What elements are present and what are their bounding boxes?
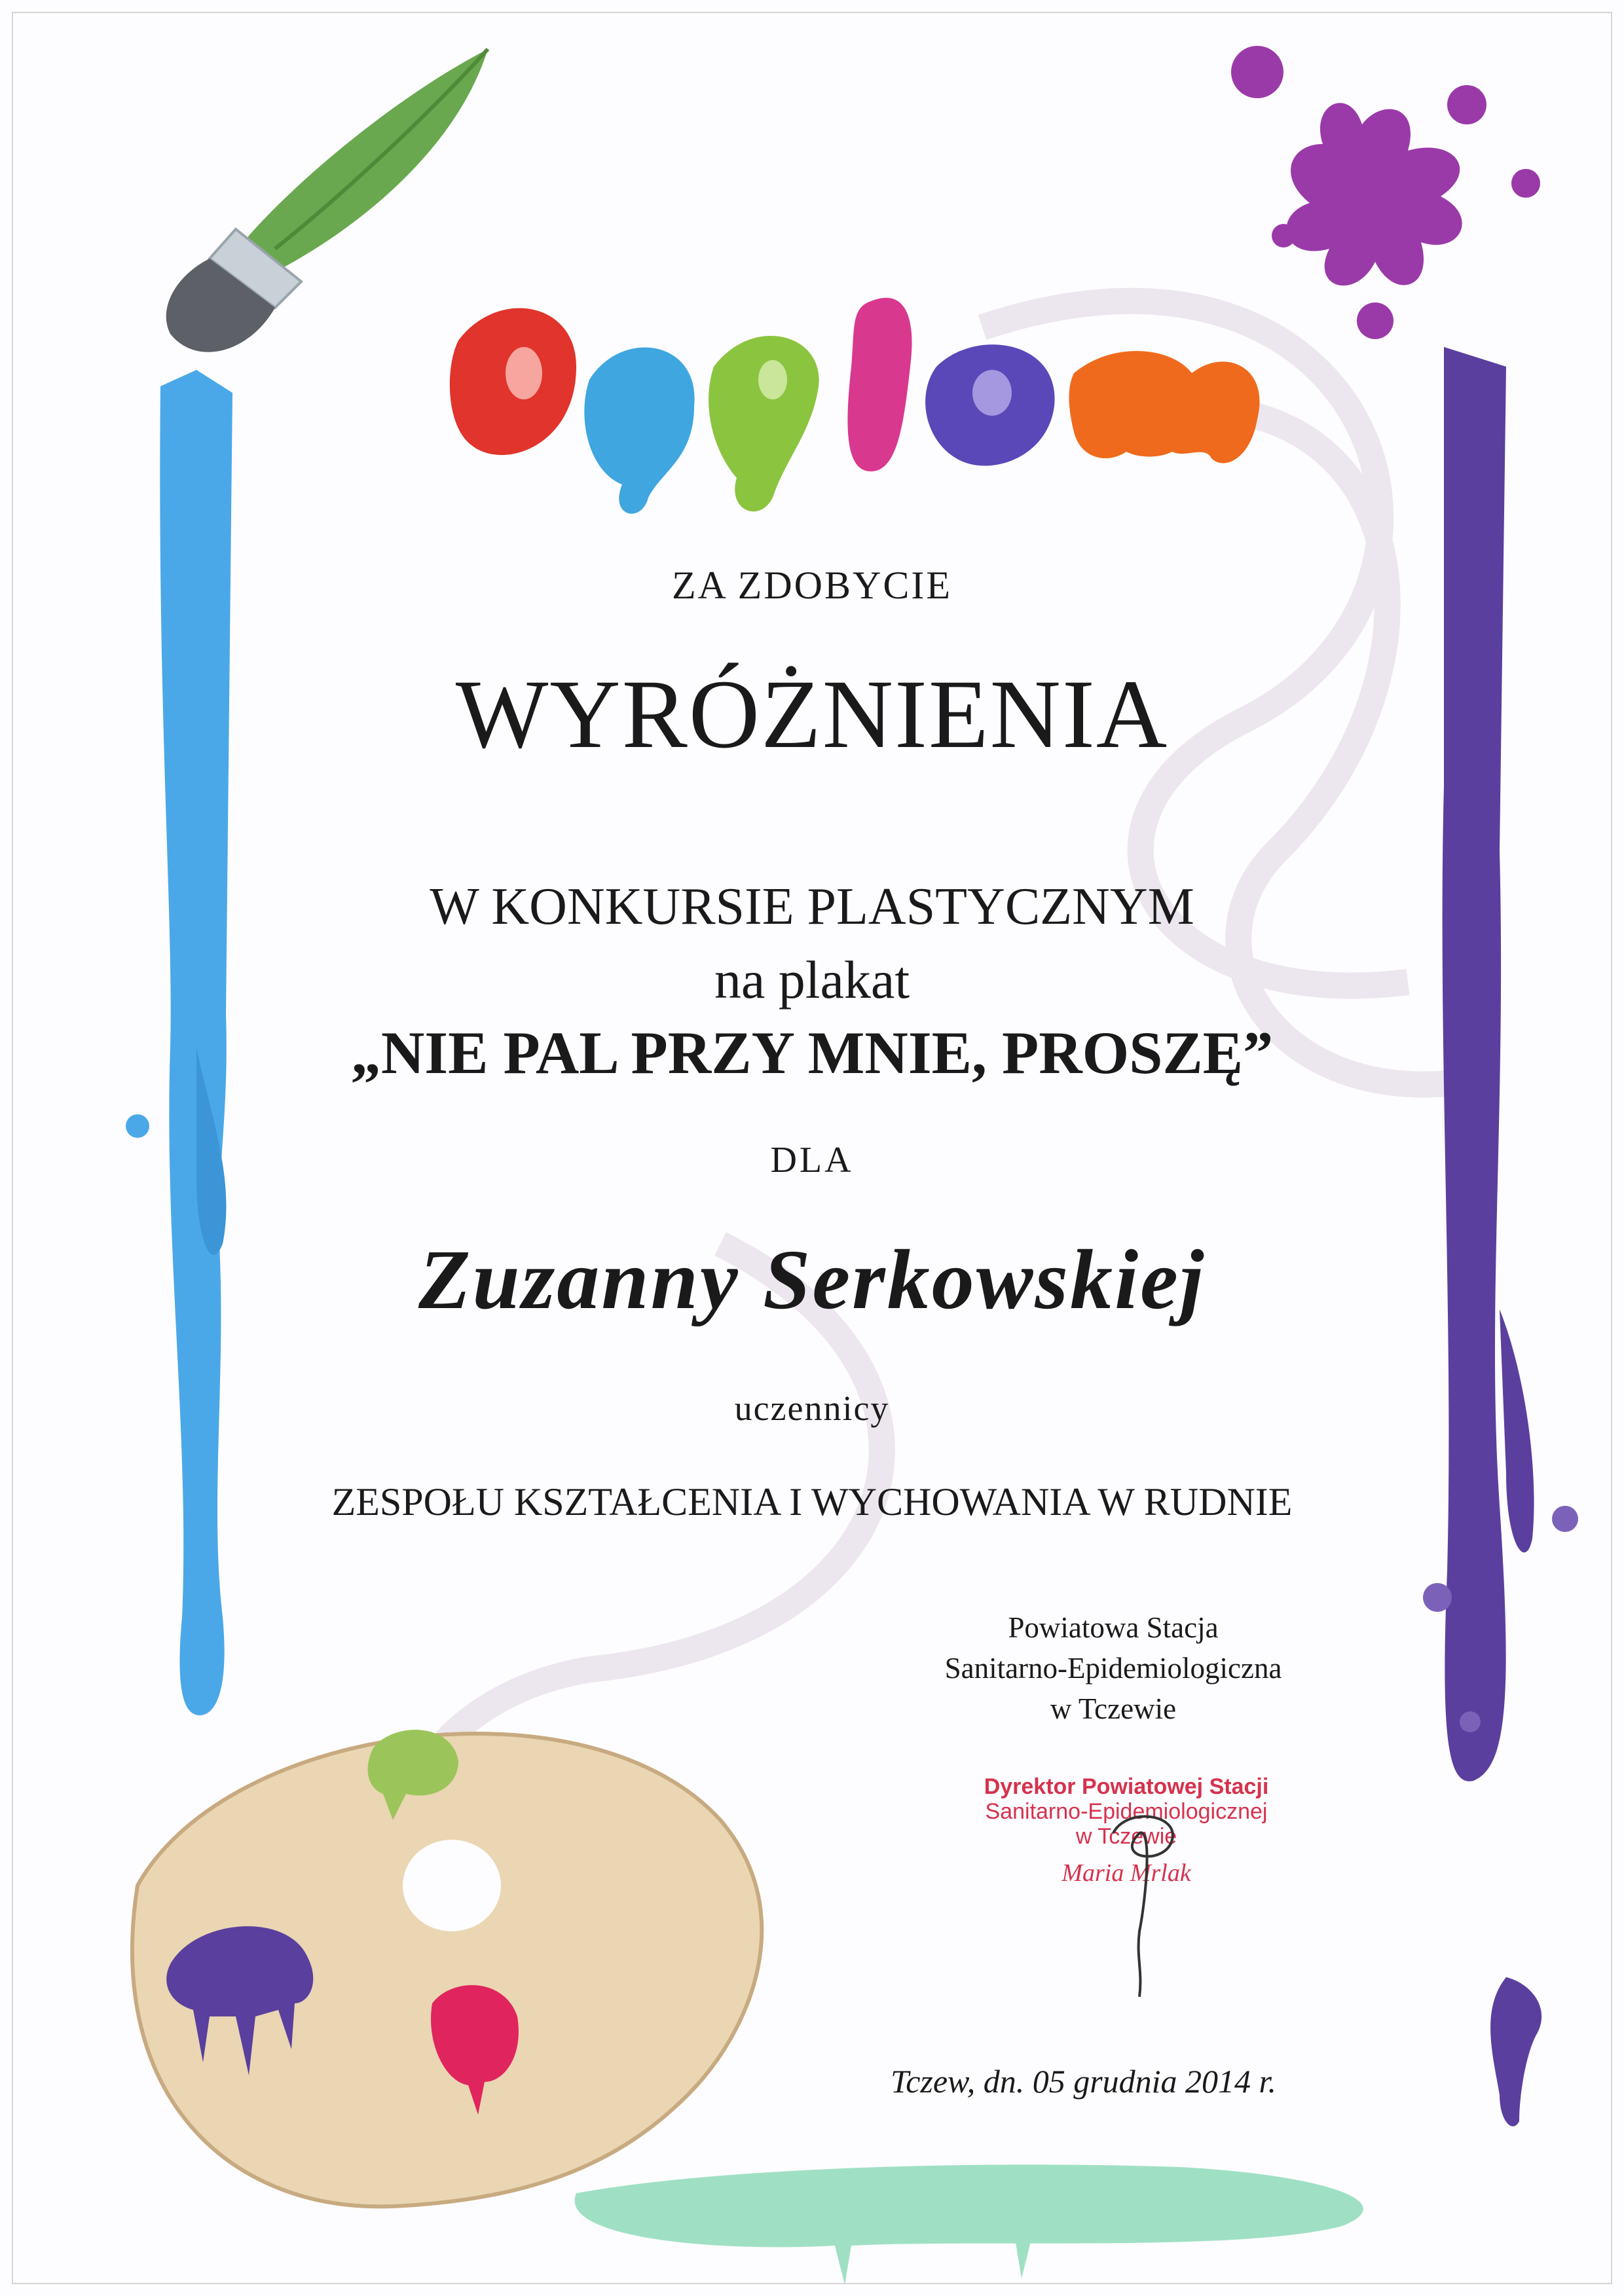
contest-title: „NIE PAL PRZY MNIE, PROSZĘ” <box>350 1019 1274 1086</box>
award-title: WYRÓŻNIENIA <box>455 660 1169 769</box>
issuer-line-2: Sanitarno-Epidemiologiczna <box>944 1652 1282 1685</box>
for-label: DLA <box>770 1140 854 1180</box>
stamp-name: Maria Mrlak <box>1061 1859 1191 1887</box>
contest-line: W KONKURSIE PLASTYCZNYM <box>430 878 1194 936</box>
stamp-line-2: Sanitarno-Epidemiologicznej <box>985 1799 1268 1824</box>
date-line: Tczew, dn. 05 grudnia 2014 r. <box>891 2063 1276 2100</box>
mint-paint-splash-icon <box>575 2164 1363 2285</box>
issuer-line-3: w Tczewie <box>1050 1692 1177 1725</box>
intro-line: ZA ZDOBYCIE <box>672 564 952 607</box>
paint-palette-icon <box>132 1730 762 2206</box>
stamp-line-3: w Tczewie <box>1075 1824 1177 1849</box>
contest-subtitle: na plakat <box>714 950 910 1010</box>
dyplom-title-letters <box>450 298 1260 514</box>
paintbrush-icon <box>166 49 488 352</box>
paint-splash-icon <box>1231 46 1540 339</box>
director-stamp <box>917 1774 1336 1886</box>
issuer-line-1: Powiatowa Stacja <box>1008 1611 1219 1644</box>
stamp-line-1: Dyrektor Powiatowej Stacji <box>984 1774 1269 1799</box>
issuer-block <box>819 1607 1408 1729</box>
school-name: ZESPOŁU KSZTAŁCENIA I WYCHOWANIA W RUDNIE <box>331 1480 1293 1523</box>
recipient-role: uczennicy <box>734 1389 890 1428</box>
recipient-name: Zuzanny Serkowskiej <box>418 1233 1206 1327</box>
